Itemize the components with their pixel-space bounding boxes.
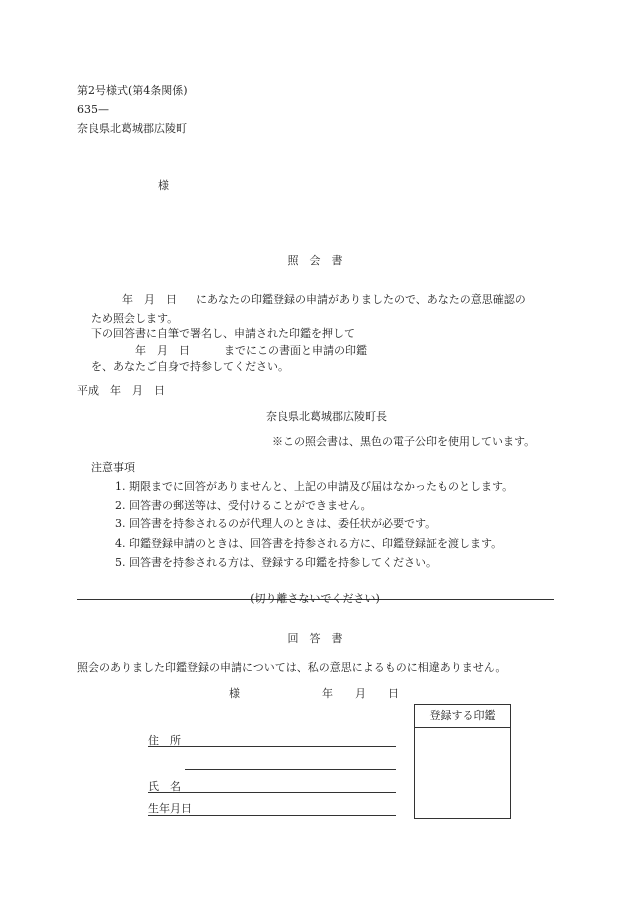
address-line[interactable] [148,746,396,747]
seal-box [414,704,511,819]
cut-line-label: (切り離さないでください) [250,592,380,605]
inquiry-line-1: にあなたの印鑑登録の申請がありましたので、あなたの意思確認の [196,293,526,306]
address-line-2[interactable] [185,769,396,770]
address: 奈良県北葛城郡広陵町 [77,122,187,135]
answer-statement: 照会のありました印鑑登録の申請については、私の意思によるものに相違ありません。 [77,661,507,674]
dob-label: 生年月日 [148,802,192,815]
inquiry-date-2: 年 月 日 [135,344,190,357]
postal-code: 635— [77,103,109,116]
inquiry-line-5: を、あなたご自身で持参してください。 [91,360,289,373]
answer-date: 年 月 日 [322,687,399,700]
seal-box-label: 登録する印鑑 [415,705,510,728]
recipient-sama: 様 [158,179,169,192]
form-label: 第2号様式(第4条関係) [77,84,188,97]
inquiry-line-2: ため照会します。 [91,312,179,325]
dob-line[interactable] [148,815,396,816]
inquiry-line-3: 下の回答書に自筆で署名し、申請された印鑑を押して [91,327,355,340]
answer-title: 回 答 書 [287,632,343,645]
inquiry-title: 照 会 書 [287,254,343,267]
name-line[interactable] [148,792,396,793]
note-item: 1. 期限までに回答がありませんと、上記の申請及び届はなかったものとします。 [115,480,514,493]
answer-sama: 様 [229,687,240,700]
seal-note: ※この照会書は、黒色の電子公印を使用しています。 [272,435,536,448]
issuer: 奈良県北葛城郡広陵町長 [266,410,387,423]
era-date: 平成 年 月 日 [77,384,165,397]
note-item: 4. 印鑑登録申請のときは、回答書を持参される方に、印鑑登録証を渡します。 [115,537,503,550]
notes-heading: 注意事項 [91,461,135,474]
address-label: 住 所 [148,734,181,747]
name-label: 氏 名 [148,780,181,793]
inquiry-date-1: 年 月 日 [122,293,177,306]
note-item: 5. 回答書を持参される方は、登録する印鑑を持参してください。 [115,556,437,569]
inquiry-line-4: までにこの書面と申請の印鑑 [224,344,367,357]
note-item: 3. 回答書を持参されるのが代理人のときは、委任状が必要です。 [115,517,437,530]
note-item: 2. 回答書の郵送等は、受付けることができません。 [115,499,372,512]
